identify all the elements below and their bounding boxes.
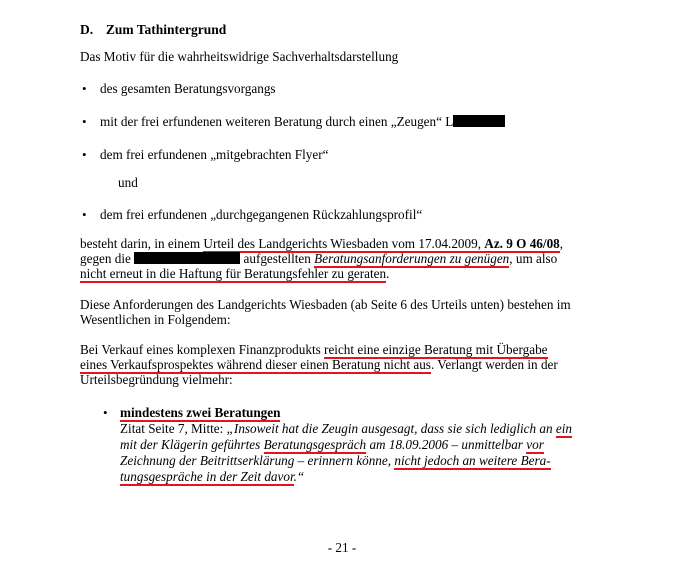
paragraph-2-line-1: Diese Anforderungen des Landgerichts Wiesbaden (ab Seite 6 des Urteils unten) bestehen im <box>80 297 571 312</box>
bullet-dot: • <box>82 81 87 96</box>
bullet-dot: • <box>82 147 87 162</box>
bullet-item-2 <box>100 114 505 130</box>
bullet-item-1: des gesamten Beratungsvorgangs <box>100 81 276 96</box>
underlined-requirements: Beratungsanforderungen zu genügen <box>314 251 510 266</box>
section-title: Zum Tathintergrund <box>105 22 227 37</box>
text-span: . <box>386 266 390 281</box>
underlined-word: ein <box>555 421 573 436</box>
text-span: am 18.09.2006 – unmittelbar <box>366 437 527 452</box>
text-span: Bei Verkauf eines komplexen Finanzprodukts <box>80 342 325 357</box>
bullet-item-4: dem frei erfundenen „durchgegangenen Rückzahlungsprofil“ <box>100 207 423 222</box>
text-span: Zeichnung der Beitrittserklärung – erinnern könne, <box>120 453 395 468</box>
text-span: „Insoweit hat die Zeugin ausgesagt, dass sie sich lediglich an <box>226 421 556 436</box>
page-number: - 21 - <box>327 540 357 555</box>
text-span: , <box>559 236 564 251</box>
underlined-label: mindestens zwei Beratungen <box>120 405 281 420</box>
underlined-phrase: nicht jedoch an weitere Bera- <box>394 453 551 468</box>
redaction-box <box>134 252 240 264</box>
text-span: Zitat Seite 7, Mitte: <box>120 421 227 436</box>
paragraph-2-line-2: Wesentlichen in Folgendem: <box>80 312 231 327</box>
conjunction-und: und <box>118 175 138 190</box>
text-span: gegen die <box>80 251 135 266</box>
paragraph-3-line-1 <box>80 342 548 358</box>
underlined-phrase: tungsgespräche in der Zeit davor <box>120 469 294 484</box>
section-heading <box>80 22 226 38</box>
paragraph-1-line-3 <box>80 266 389 282</box>
underlined-liability-phrase: nicht erneut in die Haftung für Beratungsfehler zu geraten <box>80 266 387 281</box>
quote-line-4 <box>120 469 304 485</box>
underlined-word: Beratungsgespräch <box>263 437 367 452</box>
bullet-item-3: dem frei erfundenen „mitgebrachten Flyer“ <box>100 147 329 162</box>
text-span: .“ <box>293 469 305 484</box>
sub-bullet-label <box>120 405 280 421</box>
case-number: Az. 9 O 46/08 <box>484 236 560 251</box>
quote-line-1 <box>120 421 572 437</box>
bullet-item-2-text: mit der frei erfundenen weiteren Beratung durch einen „Zeugen“ L <box>100 114 454 129</box>
bullet-dot: • <box>82 114 87 129</box>
text-span: mit der Klägerin geführtes <box>120 437 264 452</box>
intro-text: Das Motiv für die wahrheitswidrige Sachverhaltsdarstellung <box>80 49 399 64</box>
quote-line-3 <box>120 453 551 469</box>
underlined-court-reference: Urteil des Landgerichts Wiesbaden vom 17.04.2009 <box>203 236 478 251</box>
redaction-box <box>453 115 505 127</box>
underlined-single-consultation: reicht eine einzige Beratung mit Übergabe <box>324 342 548 357</box>
text-span: besteht darin, in einem <box>80 236 204 251</box>
section-letter: D. <box>80 22 94 37</box>
paragraph-3-line-2 <box>80 357 558 373</box>
bullet-dot: • <box>103 405 108 420</box>
text-span: aufgestellten <box>240 251 315 266</box>
text-span: , um also <box>509 251 558 266</box>
paragraph-1-line-1 <box>80 236 563 252</box>
text-span: , <box>477 236 485 251</box>
text-span: . Verlangt werden in der <box>430 357 558 372</box>
quote-line-2 <box>120 437 544 453</box>
bullet-dot: • <box>82 207 87 222</box>
underlined-word: vor <box>526 437 544 452</box>
paragraph-3-line-3: Urteilsbegründung vielmehr: <box>80 372 233 387</box>
underlined-prospectus-phrase: eines Verkaufsprospektes während dieser einen Beratung nicht aus <box>80 357 431 372</box>
paragraph-1-line-2 <box>80 251 557 267</box>
